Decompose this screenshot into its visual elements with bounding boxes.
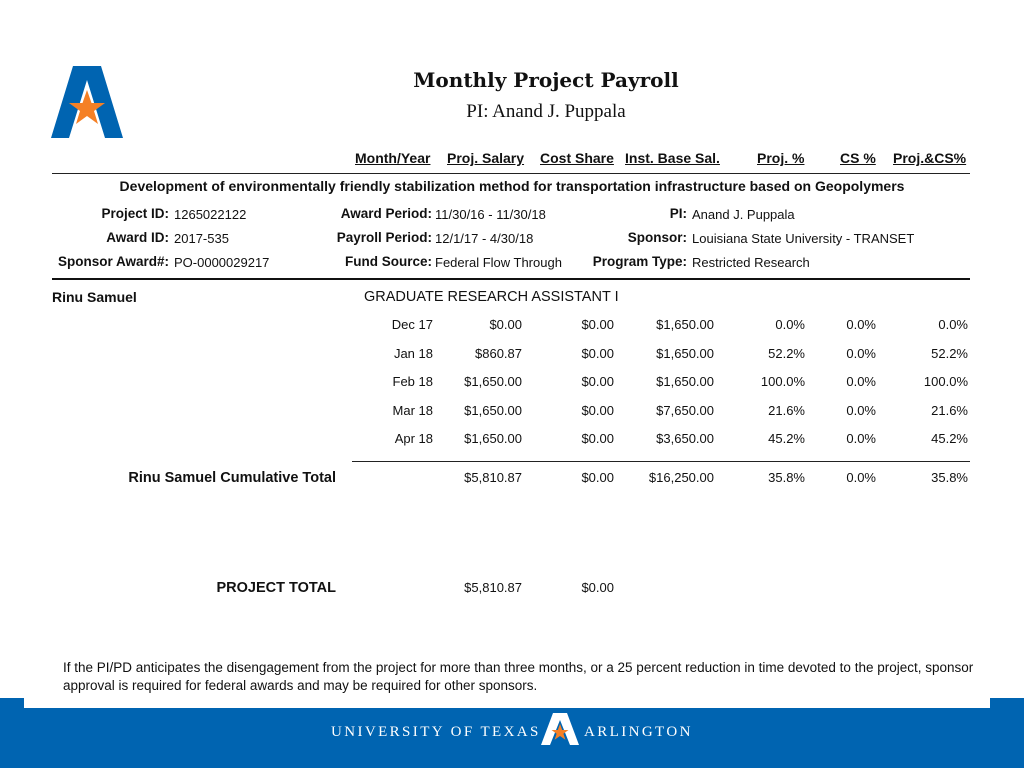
row-cell-cs-pct: 0.0% bbox=[846, 431, 876, 447]
col-cs-pct: CS % bbox=[840, 150, 876, 166]
project-id-label: Project ID: bbox=[101, 206, 169, 221]
sponsor-value: Louisiana State University - TRANSET bbox=[692, 231, 915, 246]
row-cell-inst-base-sal: $3,650.00 bbox=[656, 431, 714, 447]
pi-value: Anand J. Puppala bbox=[692, 207, 795, 222]
row-cell-inst-base-sal: $1,650.00 bbox=[656, 317, 714, 332]
footer-note: If the PI/PD anticipates the disengagement from the project for more than three months, or a 25 percent reduction in time devoted to the project, sponsor approval is required for federal awards and may be required for other sponsors. bbox=[63, 660, 974, 693]
award-period-label: Award Period: bbox=[340, 206, 432, 221]
pi-subtitle: PI: Anand J. Puppala bbox=[466, 101, 626, 122]
row-cell-proj-cs-pct: 52.2% bbox=[931, 345, 968, 361]
program-type-value: Restricted Research bbox=[692, 255, 810, 270]
payroll-period-value: 12/1/17 - 4/30/18 bbox=[435, 231, 534, 246]
row-cell-month: Apr 18 bbox=[394, 431, 433, 447]
row-cell-proj-salary: $1,650.00 bbox=[464, 402, 522, 418]
row-cell-inst-base-sal: $1,650.00 bbox=[656, 345, 714, 361]
pi-label: PI: bbox=[669, 206, 687, 221]
sponsor-award-value: PO-0000029217 bbox=[174, 255, 270, 270]
row-cell-cost-share: $0.00 bbox=[581, 374, 614, 390]
employee-name: Rinu Samuel bbox=[52, 289, 137, 305]
sponsor-label: Sponsor: bbox=[627, 230, 687, 245]
banner-left-text: UNIVERSITY OF TEXAS bbox=[331, 724, 541, 740]
cumulative-divider bbox=[352, 461, 970, 462]
banner-right-text: ARLINGTON bbox=[584, 724, 693, 740]
col-cost-share: Cost Share bbox=[540, 150, 614, 166]
row-cell-month: Feb 18 bbox=[392, 374, 433, 390]
cumulative-inst-base: $16,250.00 bbox=[648, 470, 714, 485]
page-title: Monthly Project Payroll bbox=[413, 68, 679, 92]
cumulative-cost-share: $0.00 bbox=[581, 470, 614, 485]
fund-source-label: Fund Source: bbox=[345, 254, 432, 269]
banner-uta-logo-icon bbox=[541, 713, 579, 745]
row-cell-proj-pct: 0.0% bbox=[775, 317, 805, 332]
row-cell-proj-pct: 52.2% bbox=[768, 345, 805, 361]
row-cell-proj-pct: 21.6% bbox=[768, 402, 805, 418]
row-cell-cs-pct: 0.0% bbox=[846, 317, 876, 332]
col-month-year: Month/Year bbox=[355, 150, 431, 166]
info-divider bbox=[52, 278, 970, 280]
program-type-label: Program Type: bbox=[592, 254, 687, 269]
row-cell-month: Jan 18 bbox=[393, 345, 433, 361]
employee-position: GRADUATE RESEARCH ASSISTANT I bbox=[364, 289, 619, 305]
cumulative-proj-salary: $5,810.87 bbox=[464, 470, 522, 485]
award-id-label: Award ID: bbox=[106, 230, 169, 245]
col-proj-cs-pct: Proj.&CS% bbox=[893, 150, 967, 166]
row-cell-inst-base-sal: $1,650.00 bbox=[656, 374, 714, 390]
row-cell-proj-cs-pct: 45.2% bbox=[931, 431, 968, 447]
row-cell-month: Dec 17 bbox=[391, 317, 433, 332]
project-id-value: 1265022122 bbox=[174, 207, 247, 222]
row-cell-cost-share: $0.00 bbox=[581, 317, 614, 332]
banner-top-strip bbox=[24, 698, 990, 708]
row-cell-cost-share: $0.00 bbox=[581, 402, 614, 418]
project-total-proj-salary: $5,810.87 bbox=[464, 580, 522, 595]
row-cell-proj-salary: $1,650.00 bbox=[464, 431, 522, 447]
award-id-value: 2017-535 bbox=[174, 231, 229, 246]
header-divider bbox=[52, 173, 970, 174]
project-total-cost-share: $0.00 bbox=[581, 580, 614, 595]
row-cell-cost-share: $0.00 bbox=[581, 345, 614, 361]
sponsor-award-label: Sponsor Award#: bbox=[57, 254, 169, 269]
row-cell-inst-base-sal: $7,650.00 bbox=[656, 402, 714, 418]
row-cell-proj-pct: 100.0% bbox=[760, 374, 805, 390]
fund-source-value: Federal Flow Through bbox=[435, 255, 562, 270]
row-cell-proj-cs-pct: 21.6% bbox=[931, 402, 968, 418]
row-cell-month: Mar 18 bbox=[392, 402, 433, 418]
row-cell-proj-salary: $0.00 bbox=[489, 317, 522, 332]
row-cell-cs-pct: 0.0% bbox=[846, 402, 876, 418]
cumulative-proj-cs-pct: 35.8% bbox=[931, 470, 968, 485]
project-total-label: PROJECT TOTAL bbox=[216, 580, 336, 596]
row-cell-proj-salary: $860.87 bbox=[475, 345, 522, 361]
project-description: Development of environmentally friendly stabilization method for transportation infrastructure based on Geopolymers bbox=[119, 178, 905, 194]
award-period-value: 11/30/16 - 11/30/18 bbox=[435, 207, 546, 222]
row-cell-cost-share: $0.00 bbox=[581, 431, 614, 447]
row-cell-proj-cs-pct: 100.0% bbox=[923, 374, 968, 390]
row-cell-proj-cs-pct: 0.0% bbox=[938, 317, 968, 332]
col-inst-base-sal: Inst. Base Sal. bbox=[625, 150, 720, 166]
cumulative-cs-pct: 0.0% bbox=[846, 470, 876, 485]
row-cell-proj-salary: $1,650.00 bbox=[464, 374, 522, 390]
row-cell-cs-pct: 0.0% bbox=[846, 345, 876, 361]
row-cell-proj-pct: 45.2% bbox=[768, 431, 805, 447]
payroll-period-label: Payroll Period: bbox=[336, 230, 432, 245]
row-cell-cs-pct: 0.0% bbox=[846, 374, 876, 390]
cumulative-proj-pct: 35.8% bbox=[768, 470, 805, 485]
cumulative-label: Rinu Samuel Cumulative Total bbox=[128, 470, 336, 486]
col-proj-salary: Proj. Salary bbox=[447, 150, 525, 166]
col-proj-pct: Proj. % bbox=[757, 150, 805, 166]
